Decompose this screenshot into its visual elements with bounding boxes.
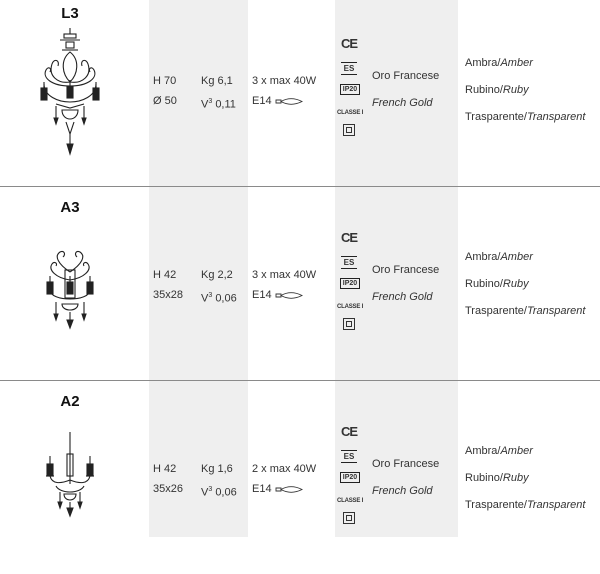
- row-divider: [0, 380, 600, 381]
- model-code: A2: [60, 393, 80, 410]
- weight-value: Kg 1,6: [201, 463, 233, 475]
- class-label: CLASSE I: [337, 304, 364, 310]
- weight-value: Kg 2,2: [201, 269, 233, 281]
- volume-value: $V^3$ 0,06: [201, 292, 237, 305]
- finish-english: French Gold: [372, 97, 433, 109]
- height-value: H 70: [153, 75, 177, 87]
- wall-lamp-a3-drawing: [30, 220, 110, 370]
- size-value: 35x26: [153, 483, 183, 495]
- color-option: Rubino/Ruby: [465, 472, 529, 484]
- wall-lamp-a2-drawing: [30, 414, 110, 564]
- product-row-a2: [0, 388, 600, 574]
- height-value: H 42: [153, 463, 177, 475]
- color-option: Trasparente/Transparent: [465, 499, 586, 511]
- color-option: Trasparente/Transparent: [465, 305, 586, 317]
- es-mark-icon: ES: [341, 256, 357, 269]
- volume-value: $V^3$ 0,06: [201, 486, 237, 499]
- size-value: 35x28: [153, 289, 183, 301]
- color-option: Rubino/Ruby: [465, 84, 529, 96]
- candle-bulb-icon: [275, 485, 303, 494]
- ce-mark-icon: CE: [340, 36, 358, 51]
- finish-italian: Oro Francese: [372, 264, 440, 276]
- power-value: 2 x max 40W: [252, 463, 317, 475]
- ip20-icon: IP20: [340, 278, 360, 289]
- height-value: H 42: [153, 269, 177, 281]
- color-option: Ambra/Amber: [465, 251, 533, 263]
- es-mark-icon: ES: [341, 62, 357, 75]
- ce-mark-icon: CE: [340, 424, 358, 439]
- diameter-value: Ø 50: [153, 95, 177, 107]
- double-insulation-icon: [343, 318, 355, 330]
- socket-value: E14: [252, 95, 303, 108]
- model-code: L3: [61, 5, 79, 22]
- socket-value: E14: [252, 289, 303, 302]
- finish-italian: Oro Francese: [372, 70, 440, 82]
- color-option: Ambra/Amber: [465, 57, 533, 69]
- finish-english: French Gold: [372, 485, 433, 497]
- volume-value: $V^3$ 0,11: [201, 98, 236, 111]
- row-divider: [0, 186, 600, 187]
- color-option: Trasparente/Transparent: [465, 111, 586, 123]
- power-value: 3 x max 40W: [252, 75, 317, 87]
- ip20-icon: IP20: [340, 84, 360, 95]
- candle-bulb-icon: [275, 291, 303, 300]
- double-insulation-icon: [343, 512, 355, 524]
- ce-mark-icon: CE: [340, 230, 358, 245]
- color-option: Ambra/Amber: [465, 445, 533, 457]
- ip20-icon: IP20: [340, 472, 360, 483]
- finish-italian: Oro Francese: [372, 458, 440, 470]
- product-row-a3: [0, 194, 600, 380]
- model-code: A3: [60, 199, 80, 216]
- candle-bulb-icon: [275, 97, 303, 106]
- es-mark-icon: ES: [341, 450, 357, 463]
- weight-value: Kg 6,1: [201, 75, 233, 87]
- product-row-l3: [0, 0, 600, 186]
- class-label: CLASSE I: [337, 110, 364, 116]
- socket-value: E14: [252, 483, 303, 496]
- finish-english: French Gold: [372, 291, 433, 303]
- power-value: 3 x max 40W: [252, 269, 317, 281]
- chandelier-l3-drawing: [30, 26, 110, 176]
- class-label: CLASSE I: [337, 498, 364, 504]
- color-option: Rubino/Ruby: [465, 278, 529, 290]
- double-insulation-icon: [343, 124, 355, 136]
